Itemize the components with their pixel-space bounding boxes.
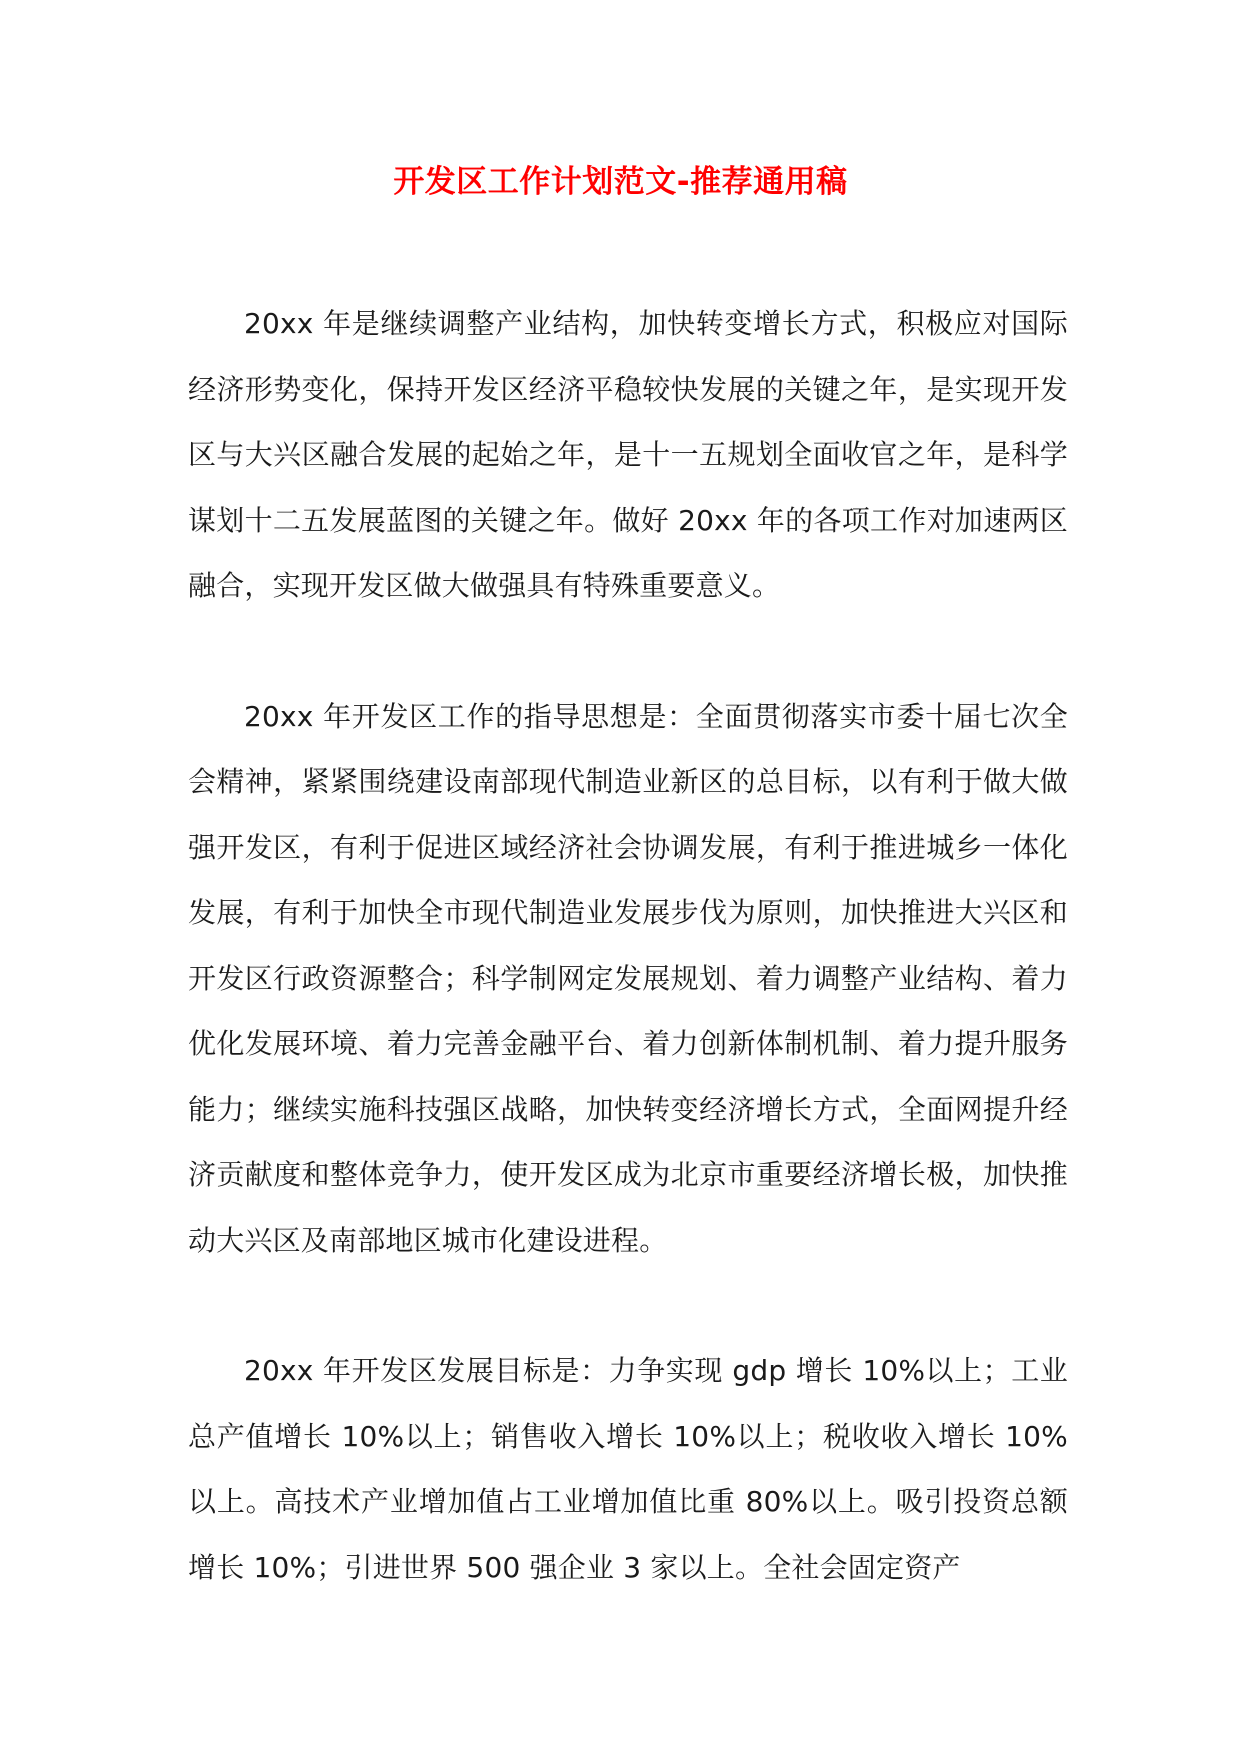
paragraph-development-goals: 20xx 年开发区发展目标是：力争实现 gdp 增长 10%以上；工业总产值增长 10%以上；销售收入增长 10%以上；税收收入增长 10%以上。高技术产业增加值占工业增加值比重 80%以上。吸引投资总额增长 10%；引进世界 500 强企业 3 家以上。全社会固定资产 <box>188 1354 1068 1584</box>
document-body <box>188 291 1068 1665</box>
paragraph-intro: 20xx 年是继续调整产业结构，加快转变增长方式，积极应对国际经济形势变化，保持开发区经济平稳较快发展的关键之年，是实现开发区与大兴区融合发展的起始之年，是十一五规划全面收官之年，是科学谋划十二五发展蓝图的关键之年。做好 20xx 年的各项工作对加速两区融合，实现开发区做大做强具有特殊重要意义。 <box>188 307 1068 602</box>
document-title: 开发区工作计划范文-推荐通用稿 <box>393 164 848 200</box>
paragraph-guiding-ideology: 20xx 年开发区工作的指导思想是：全面贯彻落实市委十届七次全会精神，紧紧围绕建设南部现代制造业新区的总目标，以有利于做大做强开发区，有利于促进区域经济社会协调发展，有利于推进城乡一体化发展，有利于加快全市现代制造业发展步伐为原则，加快推进大兴区和开发区行政资源整合；科学制网定发展规划、着力调整产业结构、着力优化发展环境、着力完善金融平台、着力创新体制机制、着力提升服务能力；继续实施科技强区战略，加快转变经济增长方式，全面网提升经济贡献度和整体竞争力，使开发区成为北京市重要经济增长极，加快推动大兴区及南部地区城市化建设进程。 <box>188 699 1068 1257</box>
